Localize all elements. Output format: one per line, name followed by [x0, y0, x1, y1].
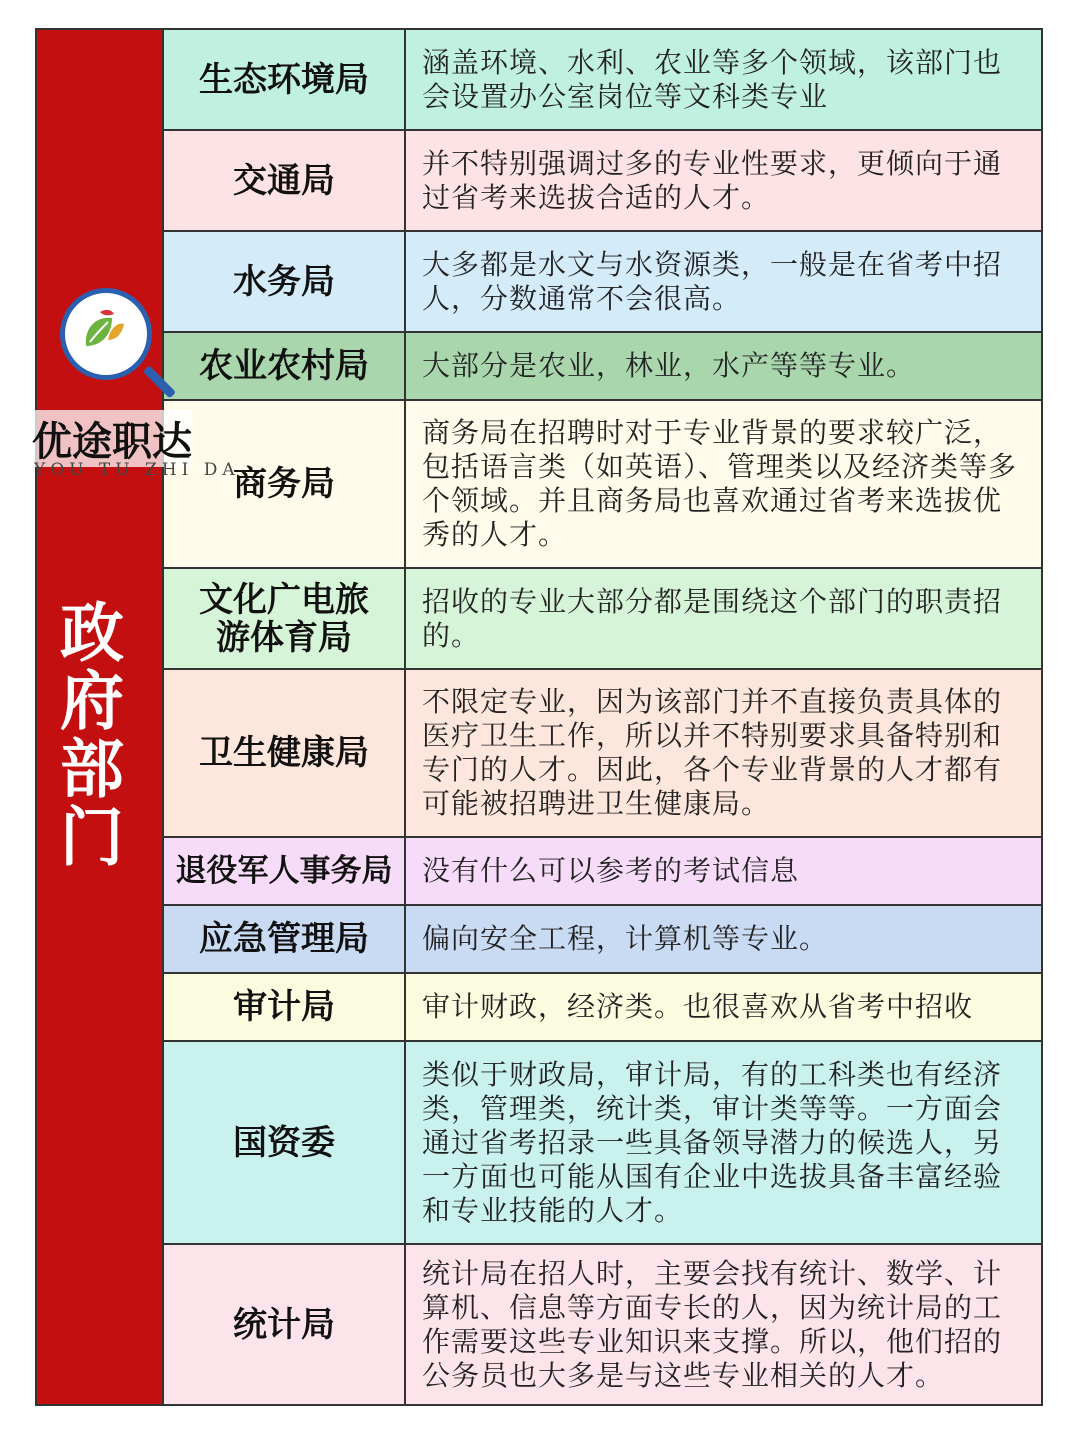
department-table	[35, 28, 1043, 1406]
department-name: 商务局	[164, 401, 406, 567]
department-desc: 涵盖环境、水利、农业等多个领域，该部门也会设置办公室岗位等文科类专业	[422, 45, 1003, 113]
department-name: 农业农村局	[164, 333, 406, 399]
department-desc: 不限定专业，因为该部门并不直接负责具体的医疗卫生工作，所以并不特别要求具备特别和专门的人才。因此，各个专业背景的人才都有可能被招聘进卫生健康局。	[422, 685, 1003, 820]
side-title: 政府部门	[49, 599, 123, 871]
department-desc: 审计财政，经济类。也很喜欢从省考中招收	[422, 990, 974, 1023]
department-desc: 统计局在招人时，主要会找有统计、数学、计算机、信息等方面专长的人，因为统计局的工作需要这些专业知识来支撑。所以，他们招的公务员也大多是与这些专业相关的人才。	[422, 1256, 1003, 1392]
department-name: 生态环境局	[164, 30, 406, 129]
table-row	[164, 906, 1041, 974]
table-row	[164, 333, 1041, 401]
leaf-icon	[78, 306, 128, 356]
department-name: 国资委	[164, 1042, 406, 1243]
side-banner	[37, 30, 164, 1404]
department-desc: 大多都是水文与水资源类，一般是在省考中招人，分数通常不会很高。	[422, 247, 1003, 315]
table-row	[164, 974, 1041, 1042]
department-name: 交通局	[164, 131, 406, 230]
brand-logo	[28, 280, 240, 480]
table-body	[164, 30, 1041, 1404]
department-name: 退役军人事务局	[164, 838, 406, 904]
department-desc: 没有什么可以参考的考试信息	[422, 854, 800, 887]
department-name: 卫生健康局	[164, 670, 406, 836]
table-row	[164, 670, 1041, 838]
table-row	[164, 1245, 1041, 1404]
department-desc: 大部分是农业，林业，水产等等专业。	[422, 349, 916, 382]
department-desc: 商务局在招聘时对于专业背景的要求较广泛，包括语言类（如英语）、管理类以及经济类等多个领域。并且商务局也喜欢通过省考来选拔优秀的人才。	[422, 416, 1018, 551]
department-name: 统计局	[164, 1245, 406, 1404]
table-row	[164, 232, 1041, 333]
department-name: 应急管理局	[164, 906, 406, 972]
department-name: 水务局	[164, 232, 406, 331]
table-row	[164, 30, 1041, 131]
department-desc: 类似于财政局，审计局，有的工科类也有经济类，管理类，统计类，审计类等等。一方面会通过省考招录一些具备领导潜力的候选人，另一方面也可能从国有企业中选拔具备丰富经验和专业技能的人才。	[422, 1057, 1003, 1227]
table-row	[164, 1042, 1041, 1245]
table-row	[164, 569, 1041, 670]
department-desc: 并不特别强调过多的专业性要求，更倾向于通过省考来选拔合适的人才。	[422, 146, 1003, 214]
department-name: 文化广电旅游体育局	[164, 569, 406, 668]
department-desc: 招收的专业大部分都是围绕这个部门的职责招的。	[422, 584, 1003, 652]
table-row	[164, 131, 1041, 232]
department-desc: 偏向安全工程，计算机等专业。	[422, 922, 829, 955]
table-row	[164, 838, 1041, 906]
table-row	[164, 401, 1041, 569]
department-name: 审计局	[164, 974, 406, 1040]
brand-name: 优途职达	[32, 410, 192, 467]
brand-subtitle: YOU TU ZHI DA	[34, 460, 240, 480]
magnifier-handle	[143, 365, 176, 398]
